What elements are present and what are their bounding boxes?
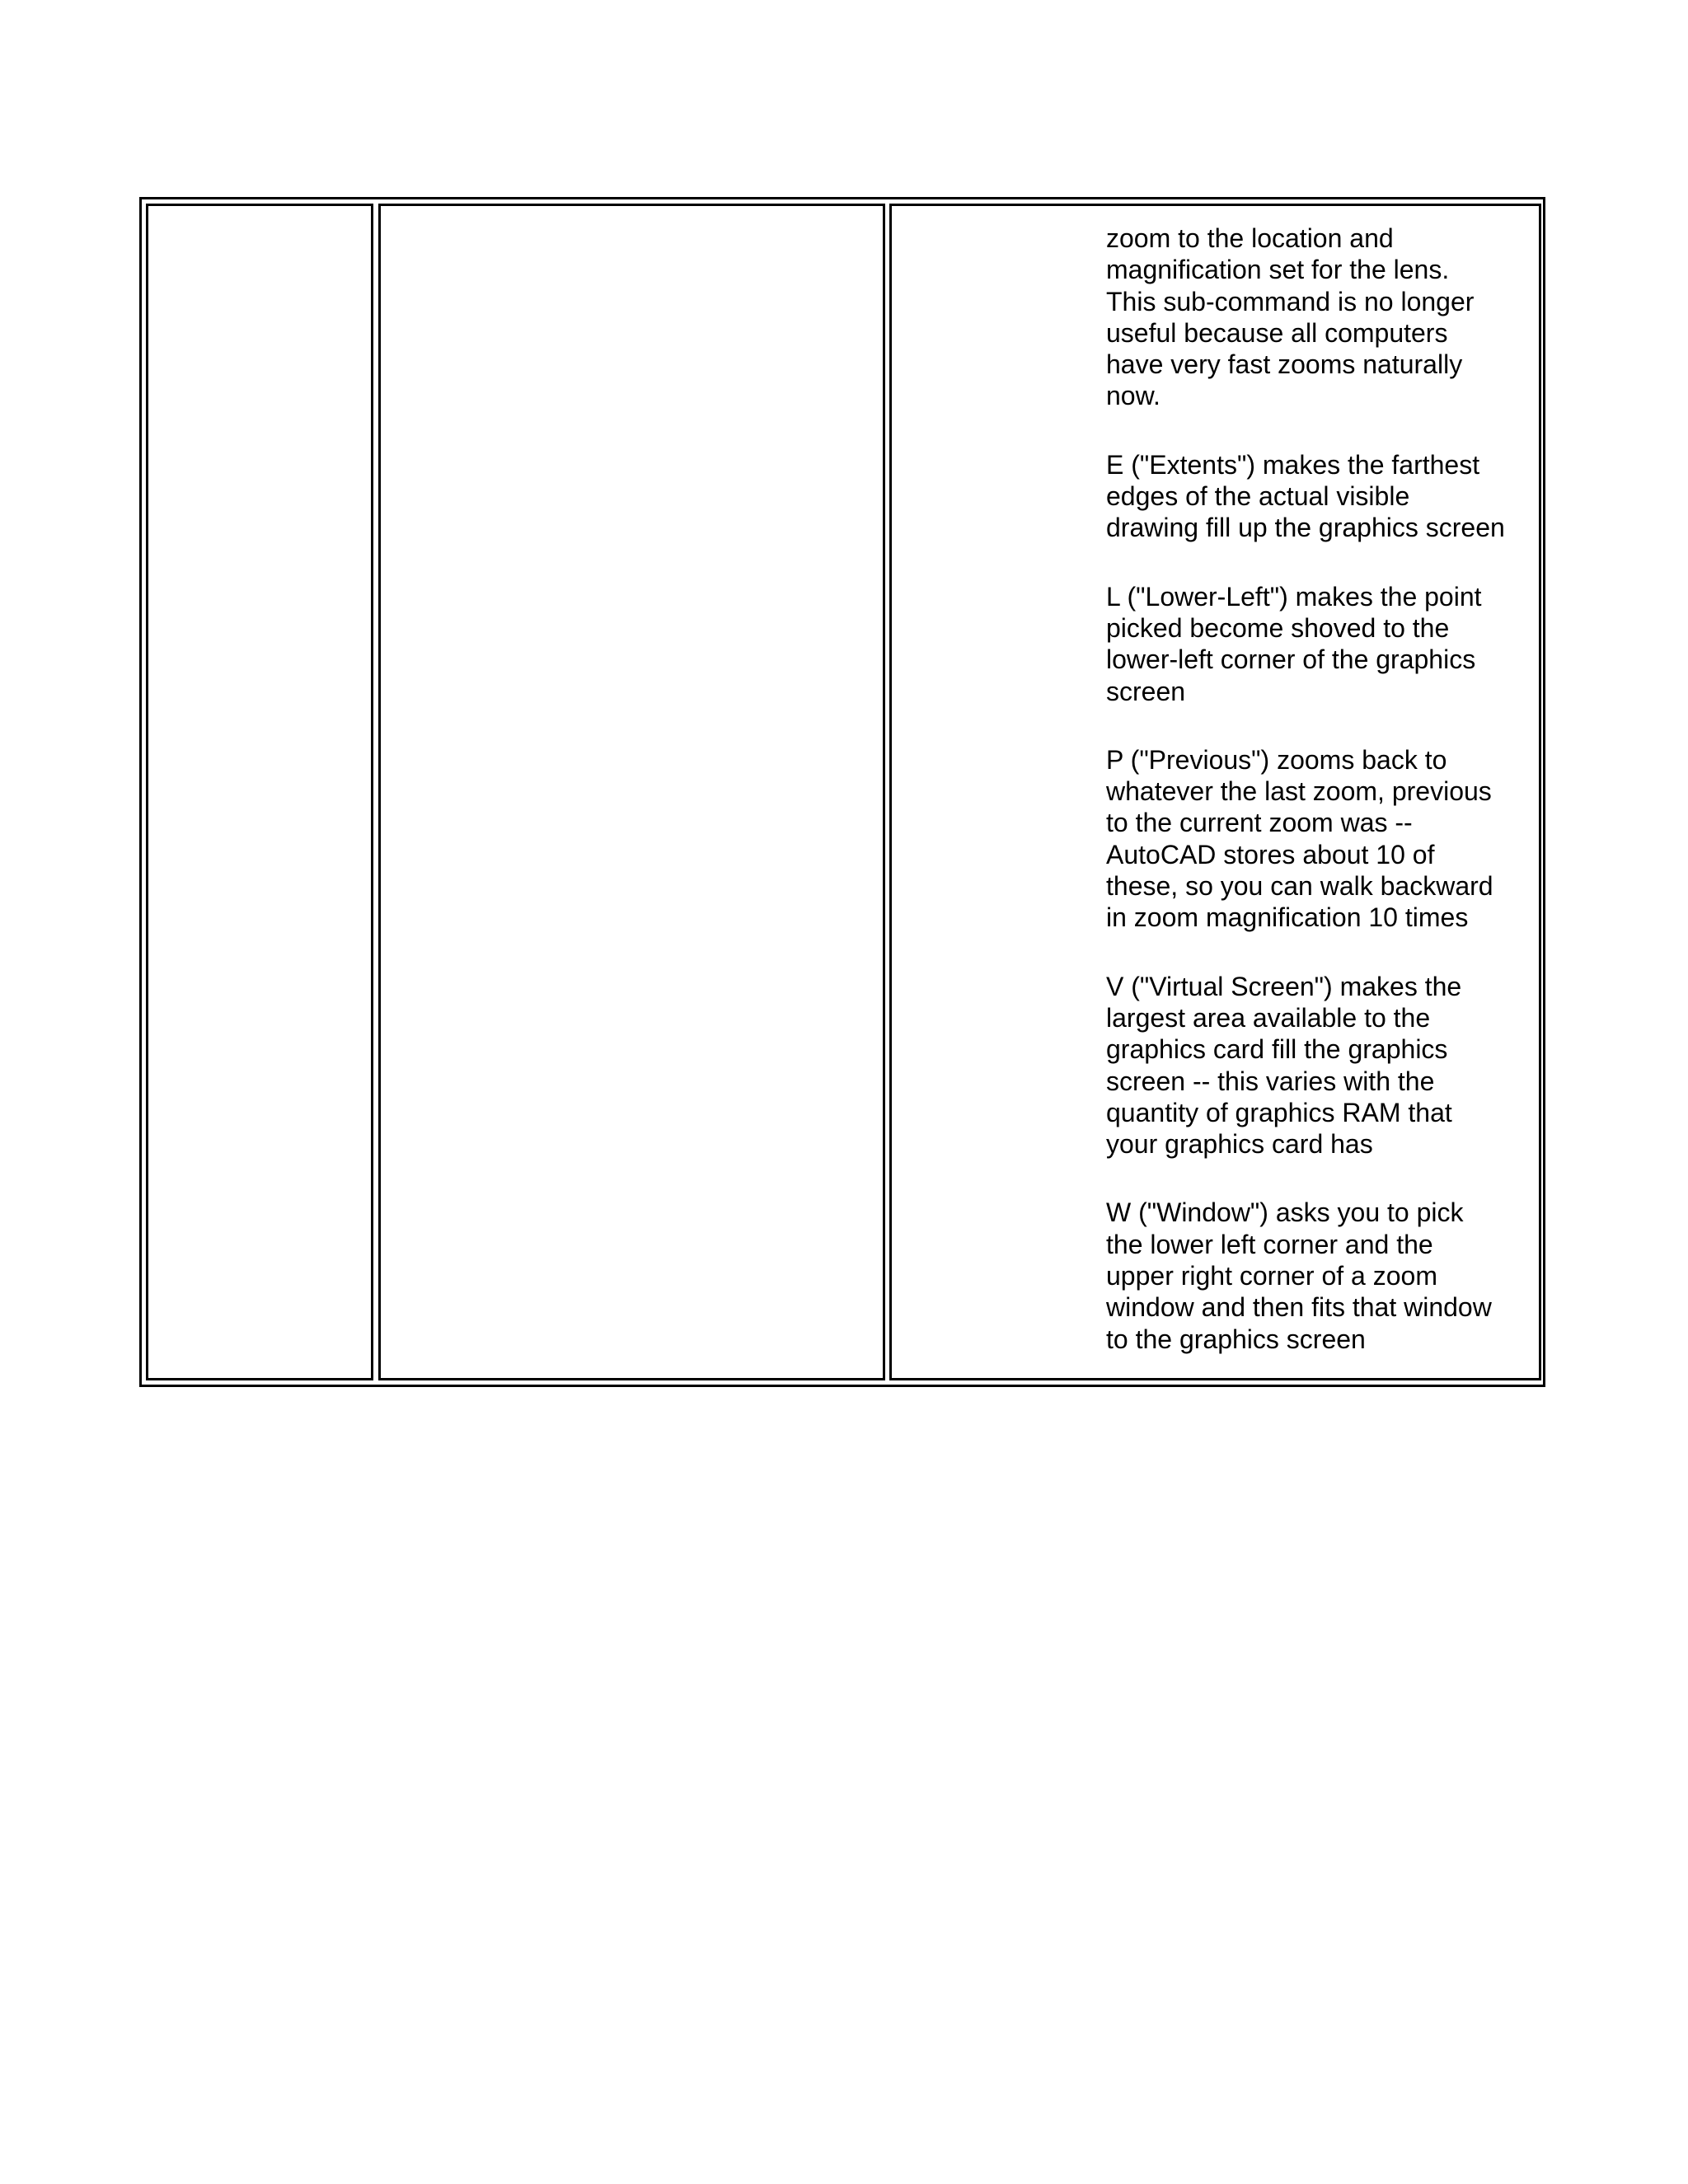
paragraph-extents: E ("Extents") makes the farthest edges of the actual visible drawing fill up the graphics screen	[1106, 449, 1505, 543]
table-cell-column-3	[889, 204, 1541, 1380]
paragraph-lens-zoom: zoom to the location and magnification set for the lens. This sub-command is no longer useful because all computers have very fast zooms naturally now.	[1106, 223, 1475, 411]
paragraph-virtual-screen: V ("Virtual Screen") makes the largest area available to the graphics card fill the graphics screen -- this varies with the quantity of graphics RAM that your graphics card has	[1106, 971, 1462, 1160]
paragraph-lower-left: L ("Lower-Left") makes the point picked become shoved to the lower-left corner of the graphics screen	[1106, 581, 1482, 706]
table-cell-column-1	[146, 204, 373, 1380]
zoom-options-description	[1106, 223, 1536, 1355]
table-cell-column-2	[378, 204, 885, 1380]
document-table	[139, 197, 1545, 1387]
paragraph-previous: P ("Previous") zooms back to whatever the last zoom, previous to the current zoom was -- AutoCAD stores about 10 of these, so you can walk backward in zoom magnification 10 times	[1106, 744, 1493, 933]
paragraph-window: W ("Window") asks you to pick the lower left corner and the upper right corner of a zoom window and then fits that window to the graphics screen	[1106, 1197, 1492, 1354]
